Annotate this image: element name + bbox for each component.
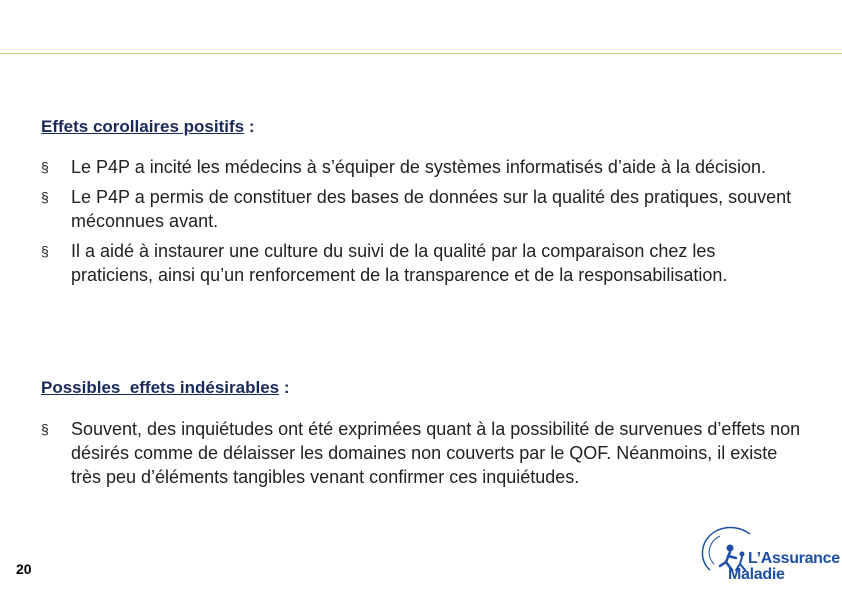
list-item-text: Souvent, des inquiétudes ont été exprimées quant à la possibilité de survenues d’effets non désirés comme de délaisser les domaines non couverts par le QOF. Néanmoins, il existe très peu d’éléments tangibles venant confirmer ces inquiétudes.	[71, 419, 801, 487]
list-item-text: Il a aidé à instaurer une culture du suivi de la qualité par la comparaison chez les praticiens, ainsi qu’un renforcement de la transparence et de la responsabilisation.	[71, 241, 728, 285]
bullet-icon: §	[41, 189, 49, 205]
logo-text-line2: Maladie	[728, 566, 785, 583]
list-item	[41, 155, 801, 179]
list-item	[41, 417, 801, 489]
assurance-maladie-logo	[690, 520, 840, 586]
page-number: 20	[16, 561, 32, 577]
heading-suffix: :	[244, 117, 255, 136]
list-item	[41, 185, 801, 233]
undesirable-effects-list	[41, 417, 801, 495]
bullet-icon: §	[41, 159, 49, 175]
bullet-icon: §	[41, 421, 49, 437]
bullet-icon: §	[41, 243, 49, 259]
heading-suffix: :	[279, 378, 290, 397]
list-item	[41, 239, 801, 287]
list-item-text: Le P4P a incité les médecins à s’équiper de systèmes informatisés d’aide à la décision.	[71, 157, 767, 177]
section-heading-undesirable	[41, 378, 290, 398]
logo-text-line1: L’Assurance	[748, 550, 840, 567]
section-heading-positive	[41, 117, 255, 137]
top-rule	[0, 53, 842, 54]
list-item-text: Le P4P a permis de constituer des bases de données sur la qualité des pratiques, souvent méconnues avant.	[71, 187, 792, 231]
positive-effects-list	[41, 155, 801, 293]
heading-text: Effets corollaires positifs	[41, 117, 245, 136]
heading-text: Possibles effets indésirables	[41, 378, 280, 397]
